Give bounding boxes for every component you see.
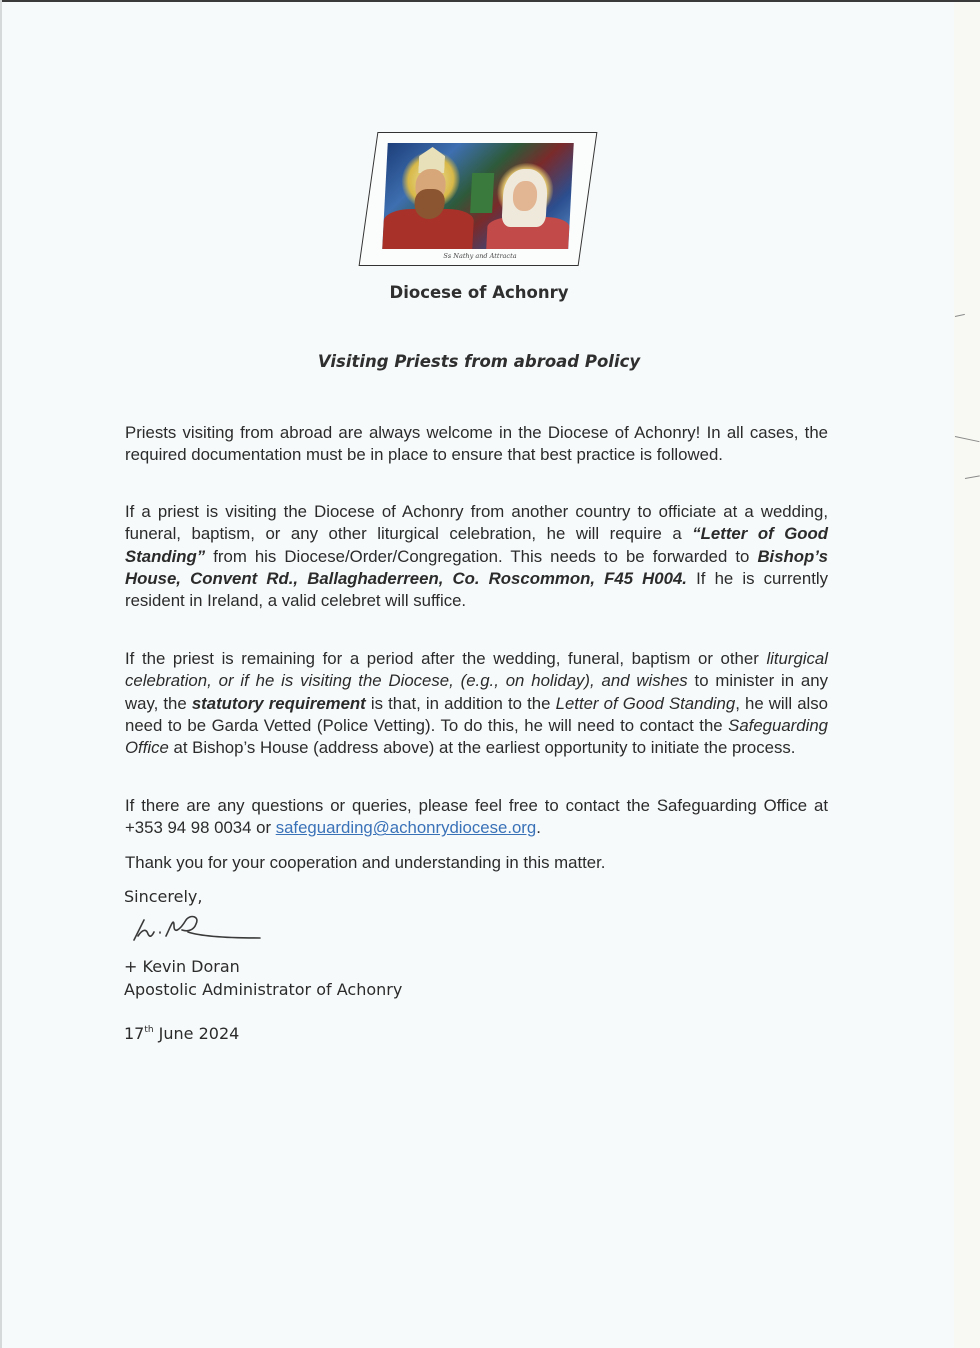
italic-run: liturgical celebration, or if he is visiting the Diocese, (e.g., on holiday), and wishes	[125, 649, 828, 691]
italic-run: Letter of Good Standing	[555, 693, 736, 713]
text-run: to minister in any way, the	[125, 671, 828, 713]
page-edge-top	[0, 0, 980, 2]
email-link[interactable]: safeguarding@achonrydiocese.org	[275, 818, 537, 838]
text-run: If he is currently resident in Ireland, a valid celebret will suffice.	[125, 568, 829, 611]
letter-date	[124, 1024, 239, 1043]
paragraph-welcome: Priests visiting from abroad are always welcome in the Diocese of Achonry! In all cases, the required documentation must be in place to ensure that best practice is followed.	[125, 423, 828, 465]
date-day: 17	[124, 1024, 145, 1043]
safeguarding-office-emphasis: Safeguarding Office	[125, 715, 828, 758]
date-month-year: June 2024	[153, 1024, 240, 1043]
signature-icon	[130, 906, 265, 946]
stained-glass-image	[382, 143, 574, 249]
signatory-role: Apostolic Administrator of Achonry	[124, 980, 403, 999]
paragraph-garda-vetting	[125, 648, 828, 759]
text-run: is that, in addition to the	[365, 693, 556, 713]
text-run: from his Diocese/Order/Congregation. This needs to be forwarded to	[205, 546, 758, 566]
text-run: at Bishop’s House (address above) at the earliest opportunity to initiate the process.	[168, 738, 796, 758]
text-run: .	[536, 818, 541, 838]
bishops-house-address: Bishop’s House, Convent Rd., Ballaghaderreen, Co. Roscommon, F45 H004.	[125, 546, 828, 588]
text-run: If a priest is visiting the Diocese of Achonry from another country to officiate at a wedding, funeral, baptism, or any other liturgical celebration, he will require a	[125, 502, 828, 544]
text-run: If there are any questions or queries, please feel free to contact the Safeguarding Office at +353 94 98 0034 or	[125, 796, 828, 838]
salutation: Sincerely,	[124, 887, 203, 906]
date-suffix: th	[144, 1025, 154, 1035]
signatory-name: + Kevin Doran	[124, 957, 240, 976]
page-edge-left	[0, 0, 2, 1348]
image-caption: Ss Nathy and Attracta	[443, 252, 517, 260]
text-run: , he will also need to be Garda Vetted (Police Vetting). To do this, he will need to contact the	[125, 693, 829, 735]
text-run: If the priest is remaining for a period after the wedding, funeral, baptism or other	[125, 649, 767, 668]
statutory-requirement-emphasis: statutory requirement	[191, 693, 366, 713]
paragraph-letter-of-good-standing	[125, 501, 828, 612]
paragraph-contact	[125, 795, 828, 840]
organization-name: Diocese of Achonry	[389, 283, 569, 302]
page-edge-right	[954, 0, 980, 1348]
paragraph-thank-you: Thank you for your cooperation and understanding in this matter.	[125, 853, 606, 872]
letter-of-good-standing-emphasis: “Letter of Good Standing”	[125, 524, 828, 566]
policy-title: Visiting Priests from abroad Policy	[317, 352, 641, 371]
